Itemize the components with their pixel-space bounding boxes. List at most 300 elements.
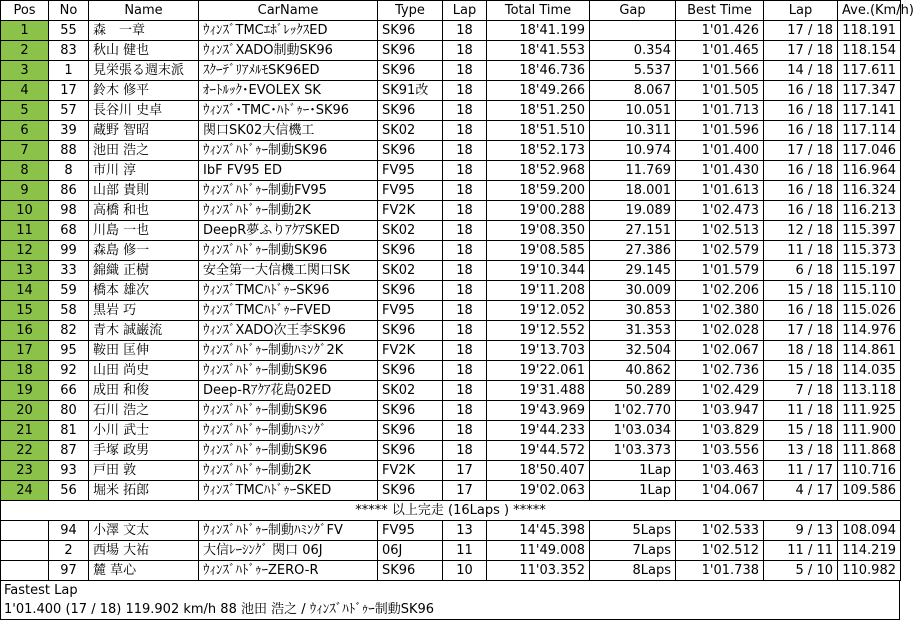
lap-cell: 18 xyxy=(443,161,487,181)
best-time-cell: 1'02.579 xyxy=(676,241,764,261)
lap-cell: 18 xyxy=(443,221,487,241)
car-name-cell: ｳｨﾝｽﾞﾊﾄﾞｩｰZERO-R xyxy=(199,561,378,581)
type-cell: FV2K xyxy=(378,201,443,221)
driver-name-cell: 麓 草心 xyxy=(89,561,199,581)
average-speed-cell: 115.373 xyxy=(838,241,901,261)
pos-cell: 14 xyxy=(1,281,49,301)
car-name-cell: ｳｨﾝｽﾞﾊﾄﾞｩｰ制動ﾊﾐﾝｸﾞFV xyxy=(199,521,378,541)
gap-cell: 10.311 xyxy=(590,121,676,141)
number-cell: 83 xyxy=(49,41,89,61)
gap-cell: 5Laps xyxy=(590,521,676,541)
type-cell: SK96 xyxy=(378,561,443,581)
car-name-cell: ｳｨﾝｽﾞﾊﾄﾞｩｰ制動SK96 xyxy=(199,241,378,261)
table-row xyxy=(1,521,901,541)
best-lap-cell: 16 / 18 xyxy=(764,101,838,121)
gap-cell: 8.067 xyxy=(590,81,676,101)
best-time-cell: 1'01.579 xyxy=(676,261,764,281)
best-time-cell: 1'02.533 xyxy=(676,521,764,541)
number-cell: 98 xyxy=(49,201,89,221)
results-body xyxy=(1,21,901,581)
table-row xyxy=(1,541,901,561)
best-lap-cell: 15 / 18 xyxy=(764,361,838,381)
driver-name-cell: 成田 和俊 xyxy=(89,381,199,401)
total-time-cell: 19'00.288 xyxy=(487,201,590,221)
number-cell: 80 xyxy=(49,401,89,421)
total-time-cell: 19'08.585 xyxy=(487,241,590,261)
gap-cell: 0.354 xyxy=(590,41,676,61)
finish-separator: ***** 以上完走 (16Laps ) ***** xyxy=(1,501,901,521)
number-cell: 82 xyxy=(49,321,89,341)
gap-cell: 32.504 xyxy=(590,341,676,361)
pos-cell: 21 xyxy=(1,421,49,441)
average-speed-cell: 114.219 xyxy=(838,541,901,561)
number-cell: 86 xyxy=(49,181,89,201)
table-row xyxy=(1,301,901,321)
best-lap-cell: 16 / 18 xyxy=(764,201,838,221)
table-row xyxy=(1,101,901,121)
pos-cell xyxy=(1,521,49,541)
total-time-cell: 19'43.969 xyxy=(487,401,590,421)
total-time-cell: 18'52.173 xyxy=(487,141,590,161)
car-name-cell: ｽｸｰﾃﾞﾘｱﾒﾙﾓSK96ED xyxy=(199,61,378,81)
driver-name-cell: 黒岩 巧 xyxy=(89,301,199,321)
driver-name-cell: 長谷川 史卓 xyxy=(89,101,199,121)
best-time-cell: 1'02.512 xyxy=(676,541,764,561)
lap-cell: 18 xyxy=(443,401,487,421)
total-time-cell: 19'02.063 xyxy=(487,481,590,501)
best-time-cell: 1'02.513 xyxy=(676,221,764,241)
gap-cell: 1'02.770 xyxy=(590,401,676,421)
number-cell: 58 xyxy=(49,301,89,321)
pos-cell: 3 xyxy=(1,61,49,81)
driver-name-cell: 堀米 拓郎 xyxy=(89,481,199,501)
driver-name-cell: 鞍田 匡伸 xyxy=(89,341,199,361)
driver-name-cell: 山田 尚史 xyxy=(89,361,199,381)
total-time-cell: 18'51.510 xyxy=(487,121,590,141)
type-cell: SK96 xyxy=(378,441,443,461)
average-speed-cell: 117.141 xyxy=(838,101,901,121)
driver-name-cell: 西場 大祐 xyxy=(89,541,199,561)
table-row xyxy=(1,361,901,381)
lap-cell: 18 xyxy=(443,101,487,121)
driver-name-cell: 手塚 政男 xyxy=(89,441,199,461)
average-speed-cell: 114.861 xyxy=(838,341,901,361)
type-cell: FV95 xyxy=(378,181,443,201)
pos-cell: 11 xyxy=(1,221,49,241)
lap-cell: 18 xyxy=(443,201,487,221)
table-row xyxy=(1,61,901,81)
column-header: Best Time xyxy=(676,1,764,21)
table-row xyxy=(1,181,901,201)
table-row xyxy=(1,221,901,241)
total-time-cell: 18'46.736 xyxy=(487,61,590,81)
type-cell: SK96 xyxy=(378,321,443,341)
best-time-cell: 1'01.613 xyxy=(676,181,764,201)
number-cell: 39 xyxy=(49,121,89,141)
table-row xyxy=(1,341,901,361)
type-cell: FV95 xyxy=(378,161,443,181)
pos-cell: 2 xyxy=(1,41,49,61)
lap-cell: 13 xyxy=(443,521,487,541)
car-name-cell: 大信ﾚｰｼﾝｸﾞ 関口 06J xyxy=(199,541,378,561)
table-row xyxy=(1,121,901,141)
best-time-cell: 1'02.028 xyxy=(676,321,764,341)
best-lap-cell: 4 / 17 xyxy=(764,481,838,501)
type-cell: SK96 xyxy=(378,101,443,121)
best-time-cell: 1'03.463 xyxy=(676,461,764,481)
total-time-cell: 19'10.344 xyxy=(487,261,590,281)
best-time-cell: 1'01.596 xyxy=(676,121,764,141)
fastest-lap-title: Fastest Lap xyxy=(4,583,78,598)
car-name-cell: IbF FV95 ED xyxy=(199,161,378,181)
driver-name-cell: 小川 武士 xyxy=(89,421,199,441)
driver-name-cell: 石川 浩之 xyxy=(89,401,199,421)
type-cell: SK02 xyxy=(378,381,443,401)
best-lap-cell: 16 / 18 xyxy=(764,121,838,141)
average-speed-cell: 115.397 xyxy=(838,221,901,241)
column-header: Name xyxy=(89,1,199,21)
total-time-cell: 18'51.250 xyxy=(487,101,590,121)
table-row xyxy=(1,161,901,181)
lap-cell: 18 xyxy=(443,141,487,161)
best-lap-cell: 16 / 18 xyxy=(764,181,838,201)
column-header: Lap xyxy=(443,1,487,21)
car-name-cell: ｳｨﾝｽﾞXADO制動SK96 xyxy=(199,41,378,61)
best-time-cell: 1'02.380 xyxy=(676,301,764,321)
number-cell: 95 xyxy=(49,341,89,361)
type-cell: SK02 xyxy=(378,221,443,241)
lap-cell: 18 xyxy=(443,241,487,261)
best-time-cell: 1'01.426 xyxy=(676,21,764,41)
best-lap-cell: 9 / 13 xyxy=(764,521,838,541)
pos-cell: 10 xyxy=(1,201,49,221)
best-lap-cell: 15 / 18 xyxy=(764,281,838,301)
table-row xyxy=(1,241,901,261)
best-lap-cell: 13 / 18 xyxy=(764,441,838,461)
total-time-cell: 18'59.200 xyxy=(487,181,590,201)
pos-cell: 19 xyxy=(1,381,49,401)
average-speed-cell: 114.035 xyxy=(838,361,901,381)
driver-name-cell: 森島 修一 xyxy=(89,241,199,261)
best-time-cell: 1'02.736 xyxy=(676,361,764,381)
pos-cell: 15 xyxy=(1,301,49,321)
car-name-cell: ｳｨﾝｽﾞﾊﾄﾞｩｰ制動SK96 xyxy=(199,401,378,421)
pos-cell: 7 xyxy=(1,141,49,161)
total-time-cell: 19'44.233 xyxy=(487,421,590,441)
table-row xyxy=(1,21,901,41)
gap-cell: 29.145 xyxy=(590,261,676,281)
lap-cell: 10 xyxy=(443,561,487,581)
best-lap-cell: 11 / 18 xyxy=(764,241,838,261)
number-cell: 92 xyxy=(49,361,89,381)
driver-name-cell: 山部 貴則 xyxy=(89,181,199,201)
table-row xyxy=(1,481,901,501)
pos-cell xyxy=(1,561,49,581)
driver-name-cell: 戸田 敦 xyxy=(89,461,199,481)
pos-cell: 4 xyxy=(1,81,49,101)
best-lap-cell: 11 / 11 xyxy=(764,541,838,561)
best-lap-cell: 17 / 18 xyxy=(764,21,838,41)
table-row xyxy=(1,441,901,461)
column-header: Total Time xyxy=(487,1,590,21)
lap-cell: 18 xyxy=(443,21,487,41)
car-name-cell: ｳｨﾝｽﾞTMCﾊﾄﾞｩｰSKED xyxy=(199,481,378,501)
number-cell: 1 xyxy=(49,61,89,81)
number-cell: 55 xyxy=(49,21,89,41)
pos-cell xyxy=(1,541,49,561)
best-lap-cell: 5 / 10 xyxy=(764,561,838,581)
best-lap-cell: 16 / 18 xyxy=(764,81,838,101)
type-cell: SK96 xyxy=(378,421,443,441)
type-cell: SK91改 xyxy=(378,81,443,101)
best-time-cell: 1'03.556 xyxy=(676,441,764,461)
total-time-cell: 18'49.266 xyxy=(487,81,590,101)
total-time-cell: 19'12.552 xyxy=(487,321,590,341)
gap-cell: 1Lap xyxy=(590,481,676,501)
pos-cell: 12 xyxy=(1,241,49,261)
driver-name-cell: 青木 誠巌流 xyxy=(89,321,199,341)
gap-cell: 40.862 xyxy=(590,361,676,381)
driver-name-cell: 川島 一也 xyxy=(89,221,199,241)
best-lap-cell: 17 / 18 xyxy=(764,141,838,161)
gap-cell: 1'03.034 xyxy=(590,421,676,441)
table-row xyxy=(1,261,901,281)
average-speed-cell: 111.868 xyxy=(838,441,901,461)
average-speed-cell: 117.347 xyxy=(838,81,901,101)
average-speed-cell: 114.976 xyxy=(838,321,901,341)
average-speed-cell: 117.114 xyxy=(838,121,901,141)
car-name-cell: ｳｨﾝｽﾞﾊﾄﾞｩｰ制動ﾊﾐﾝｸﾞ xyxy=(199,421,378,441)
average-speed-cell: 117.046 xyxy=(838,141,901,161)
table-row xyxy=(1,281,901,301)
type-cell: FV95 xyxy=(378,301,443,321)
best-lap-cell: 17 / 18 xyxy=(764,321,838,341)
pos-cell: 20 xyxy=(1,401,49,421)
type-cell: SK96 xyxy=(378,281,443,301)
best-lap-cell: 11 / 17 xyxy=(764,461,838,481)
driver-name-cell: 橋本 雄次 xyxy=(89,281,199,301)
best-lap-cell: 6 / 18 xyxy=(764,261,838,281)
pos-cell: 1 xyxy=(1,21,49,41)
pos-cell: 18 xyxy=(1,361,49,381)
gap-cell: 5.537 xyxy=(590,61,676,81)
table-row xyxy=(1,381,901,401)
car-name-cell: ｳｨﾝｽﾞﾊﾄﾞｩｰ制動SK96 xyxy=(199,141,378,161)
gap-cell: 11.769 xyxy=(590,161,676,181)
best-time-cell: 1'01.465 xyxy=(676,41,764,61)
driver-name-cell: 錦織 正樹 xyxy=(89,261,199,281)
column-header: Gap xyxy=(590,1,676,21)
type-cell: SK96 xyxy=(378,41,443,61)
type-cell: SK02 xyxy=(378,121,443,141)
driver-name-cell: 鈴木 修平 xyxy=(89,81,199,101)
gap-cell: 1'03.373 xyxy=(590,441,676,461)
type-cell: SK96 xyxy=(378,401,443,421)
best-lap-cell: 18 / 18 xyxy=(764,341,838,361)
gap-cell: 8Laps xyxy=(590,561,676,581)
number-cell: 93 xyxy=(49,461,89,481)
gap-cell: 10.051 xyxy=(590,101,676,121)
best-lap-cell: 12 / 18 xyxy=(764,221,838,241)
best-time-cell: 1'01.505 xyxy=(676,81,764,101)
driver-name-cell: 市川 淳 xyxy=(89,161,199,181)
number-cell: 68 xyxy=(49,221,89,241)
gap-cell: 50.289 xyxy=(590,381,676,401)
average-speed-cell: 108.094 xyxy=(838,521,901,541)
number-cell: 97 xyxy=(49,561,89,581)
average-speed-cell: 110.716 xyxy=(838,461,901,481)
lap-cell: 18 xyxy=(443,121,487,141)
average-speed-cell: 116.324 xyxy=(838,181,901,201)
gap-cell: 27.386 xyxy=(590,241,676,261)
lap-cell: 18 xyxy=(443,41,487,61)
table-row xyxy=(1,401,901,421)
type-cell: FV2K xyxy=(378,461,443,481)
pos-cell: 9 xyxy=(1,181,49,201)
best-time-cell: 1'01.566 xyxy=(676,61,764,81)
average-speed-cell: 116.213 xyxy=(838,201,901,221)
car-name-cell: ｳｨﾝｽﾞXADO次王李SK96 xyxy=(199,321,378,341)
table-row xyxy=(1,421,901,441)
table-row xyxy=(1,321,901,341)
gap-cell: 7Laps xyxy=(590,541,676,561)
pos-cell: 13 xyxy=(1,261,49,281)
total-time-cell: 19'12.052 xyxy=(487,301,590,321)
car-name-cell: ｳｨﾝｽﾞTMCｴﾎﾞﾚｯｸｽED xyxy=(199,21,378,41)
pos-cell: 6 xyxy=(1,121,49,141)
total-time-cell: 19'31.488 xyxy=(487,381,590,401)
total-time-cell: 11'03.352 xyxy=(487,561,590,581)
pos-cell: 22 xyxy=(1,441,49,461)
average-speed-cell: 118.191 xyxy=(838,21,901,41)
driver-name-cell: 森 一章 xyxy=(89,21,199,41)
average-speed-cell: 115.197 xyxy=(838,261,901,281)
gap-cell: 31.353 xyxy=(590,321,676,341)
total-time-cell: 18'50.407 xyxy=(487,461,590,481)
driver-name-cell: 秋山 健也 xyxy=(89,41,199,61)
total-time-cell: 19'22.061 xyxy=(487,361,590,381)
driver-name-cell: 高橋 和也 xyxy=(89,201,199,221)
number-cell: 2 xyxy=(49,541,89,561)
type-cell: SK96 xyxy=(378,361,443,381)
best-time-cell: 1'01.430 xyxy=(676,161,764,181)
number-cell: 8 xyxy=(49,161,89,181)
number-cell: 56 xyxy=(49,481,89,501)
car-name-cell: ｳｨﾝｽﾞﾊﾄﾞｩｰ制動2K xyxy=(199,461,378,481)
table-row xyxy=(1,81,901,101)
lap-cell: 18 xyxy=(443,181,487,201)
total-time-cell: 19'44.572 xyxy=(487,441,590,461)
column-header: No xyxy=(49,1,89,21)
lap-cell: 11 xyxy=(443,541,487,561)
lap-cell: 17 xyxy=(443,481,487,501)
average-speed-cell: 115.110 xyxy=(838,281,901,301)
car-name-cell: ｳｨﾝｽﾞﾊﾄﾞｩｰ制動2K xyxy=(199,201,378,221)
best-lap-cell: 15 / 18 xyxy=(764,421,838,441)
best-time-cell: 1'03.947 xyxy=(676,401,764,421)
car-name-cell: 関口SK02大信機工 xyxy=(199,121,378,141)
lap-cell: 18 xyxy=(443,261,487,281)
best-lap-cell: 11 / 18 xyxy=(764,401,838,421)
table-row xyxy=(1,41,901,61)
lap-cell: 18 xyxy=(443,301,487,321)
lap-cell: 18 xyxy=(443,321,487,341)
average-speed-cell: 118.154 xyxy=(838,41,901,61)
type-cell: SK96 xyxy=(378,61,443,81)
lap-cell: 18 xyxy=(443,441,487,461)
best-time-cell: 1'03.829 xyxy=(676,421,764,441)
driver-name-cell: 池田 浩之 xyxy=(89,141,199,161)
car-name-cell: ｳｨﾝｽﾞ･TMC･ﾊﾄﾞｩｰ･SK96 xyxy=(199,101,378,121)
car-name-cell: 安全第一大信機工関口SK xyxy=(199,261,378,281)
best-time-cell: 1'01.713 xyxy=(676,101,764,121)
column-header: Ave.(Km/h) xyxy=(838,1,901,21)
lap-cell: 18 xyxy=(443,381,487,401)
pos-cell: 23 xyxy=(1,461,49,481)
column-header: Lap xyxy=(764,1,838,21)
total-time-cell: 11'49.008 xyxy=(487,541,590,561)
car-name-cell: ｳｨﾝｽﾞTMCﾊﾄﾞｩｰSK96 xyxy=(199,281,378,301)
number-cell: 17 xyxy=(49,81,89,101)
number-cell: 81 xyxy=(49,421,89,441)
driver-name-cell: 小澤 文太 xyxy=(89,521,199,541)
gap-cell xyxy=(590,21,676,41)
best-time-cell: 1'02.067 xyxy=(676,341,764,361)
average-speed-cell: 113.118 xyxy=(838,381,901,401)
average-speed-cell: 111.900 xyxy=(838,421,901,441)
number-cell: 66 xyxy=(49,381,89,401)
gap-cell: 19.089 xyxy=(590,201,676,221)
pos-cell: 17 xyxy=(1,341,49,361)
pos-cell: 5 xyxy=(1,101,49,121)
lap-cell: 18 xyxy=(443,421,487,441)
gap-cell: 30.853 xyxy=(590,301,676,321)
number-cell: 88 xyxy=(49,141,89,161)
average-speed-cell: 111.925 xyxy=(838,401,901,421)
lap-cell: 17 xyxy=(443,461,487,481)
number-cell: 59 xyxy=(49,281,89,301)
table-row xyxy=(1,201,901,221)
total-time-cell: 18'41.553 xyxy=(487,41,590,61)
fastest-lap-text: 1'01.400 (17 / 18) 119.902 km/h 88 池田 浩之 / ｳｨﾝｽﾞﾊﾄﾞｩｰ制動SK96 xyxy=(4,602,435,617)
best-time-cell: 1'01.400 xyxy=(676,141,764,161)
table-row xyxy=(1,561,901,581)
best-time-cell: 1'02.473 xyxy=(676,201,764,221)
table-row xyxy=(1,141,901,161)
column-header: CarName xyxy=(199,1,378,21)
pos-cell: 16 xyxy=(1,321,49,341)
number-cell: 87 xyxy=(49,441,89,461)
best-time-cell: 1'01.738 xyxy=(676,561,764,581)
average-speed-cell: 116.964 xyxy=(838,161,901,181)
lap-cell: 18 xyxy=(443,81,487,101)
total-time-cell: 19'13.703 xyxy=(487,341,590,361)
lap-cell: 18 xyxy=(443,281,487,301)
lap-cell: 18 xyxy=(443,61,487,81)
car-name-cell: Deep-Rｱｸｱ花島02ED xyxy=(199,381,378,401)
car-name-cell: DeepR夢ふりｱｸｱSKED xyxy=(199,221,378,241)
fastest-lap-footer xyxy=(0,581,900,620)
average-speed-cell: 110.982 xyxy=(838,561,901,581)
car-name-cell: ｳｨﾝｽﾞﾊﾄﾞｩｰ制動SK96 xyxy=(199,441,378,461)
total-time-cell: 19'08.350 xyxy=(487,221,590,241)
number-cell: 33 xyxy=(49,261,89,281)
average-speed-cell: 117.611 xyxy=(838,61,901,81)
car-name-cell: ｳｨﾝｽﾞﾊﾄﾞｩｰ制動SK96 xyxy=(199,361,378,381)
driver-name-cell: 蔵野 智昭 xyxy=(89,121,199,141)
type-cell: SK96 xyxy=(378,141,443,161)
car-name-cell: ｳｨﾝｽﾞTMCﾊﾄﾞｩｰFVED xyxy=(199,301,378,321)
